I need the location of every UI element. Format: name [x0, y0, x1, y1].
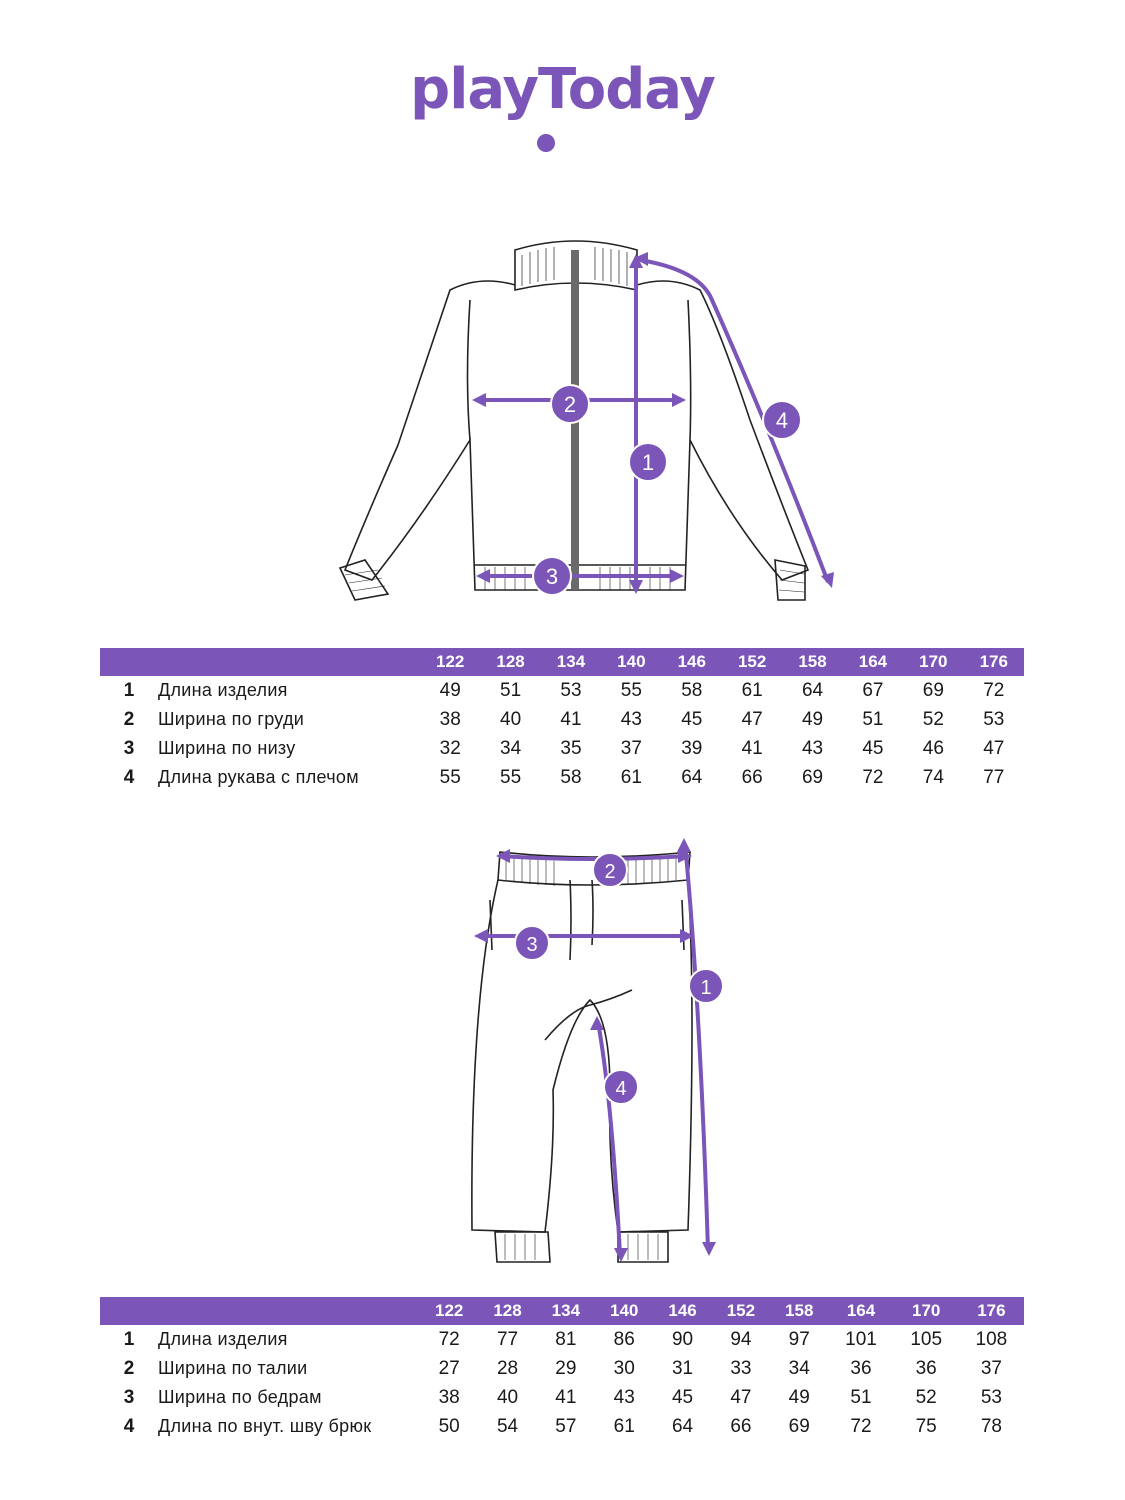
row-number: 4 — [123, 1415, 135, 1437]
row-label: Длина изделия — [158, 1329, 288, 1349]
table-cell: 61 — [741, 679, 763, 701]
table-cell: 55 — [620, 679, 642, 701]
table-cell: 52 — [915, 1386, 937, 1408]
table-cell: 40 — [496, 1386, 519, 1408]
table-cell: 94 — [730, 1328, 752, 1350]
table-cell: 55 — [439, 766, 461, 788]
size-header: 134 — [556, 652, 586, 671]
table-cell: 30 — [613, 1357, 635, 1379]
size-header: 176 — [979, 652, 1008, 671]
table-cell: 81 — [555, 1328, 577, 1350]
svg-text:1: 1 — [641, 450, 655, 475]
row-number: 3 — [123, 737, 135, 759]
table-cell: 53 — [983, 708, 1005, 730]
pants-marker-hips — [515, 926, 549, 960]
table-cell: 54 — [496, 1415, 519, 1437]
table-cell: 41 — [555, 1386, 577, 1408]
size-header: 122 — [436, 652, 465, 671]
table-cell: 97 — [788, 1328, 810, 1350]
size-header: 170 — [912, 1301, 941, 1320]
table-cell: 32 — [439, 737, 461, 759]
pants-marker-inseam — [604, 1070, 638, 1104]
table-cell: 29 — [555, 1357, 577, 1379]
table-cell: 28 — [496, 1357, 519, 1379]
table-cell: 38 — [439, 708, 461, 730]
svg-text:4: 4 — [775, 408, 789, 433]
table-cell: 75 — [915, 1415, 937, 1437]
size-header: 152 — [737, 652, 767, 671]
size-header: 128 — [493, 1301, 522, 1320]
table-cell: 47 — [741, 708, 763, 730]
size-header: 152 — [726, 1301, 756, 1320]
table-cell: 51 — [862, 708, 884, 730]
table-cell: 64 — [801, 679, 824, 701]
table-row — [100, 1325, 1024, 1354]
svg-text:1: 1 — [700, 977, 712, 999]
table-cell: 72 — [862, 766, 884, 788]
table-cell: 64 — [681, 766, 703, 788]
table-cell: 55 — [500, 766, 522, 788]
row-label: Длина по внут. шву брюк — [158, 1416, 372, 1436]
table-cell: 101 — [845, 1328, 877, 1350]
row-number: 2 — [123, 1357, 135, 1379]
row-number: 1 — [123, 679, 135, 701]
table-cell: 49 — [439, 679, 461, 701]
row-label: Ширина по груди — [158, 709, 305, 729]
size-header: 128 — [496, 652, 525, 671]
size-header: 146 — [677, 652, 706, 671]
table-cell: 74 — [922, 766, 944, 788]
row-label: Длина изделия — [158, 680, 288, 700]
table-cell: 64 — [671, 1415, 694, 1437]
table-cell: 40 — [500, 708, 522, 730]
pants-outline — [472, 852, 692, 1262]
table-cell: 45 — [862, 737, 884, 759]
table-cell: 72 — [850, 1415, 872, 1437]
table-cell: 69 — [788, 1415, 810, 1437]
size-header: 170 — [919, 652, 948, 671]
table-cell: 77 — [496, 1328, 519, 1350]
table-cell: 43 — [620, 708, 642, 730]
size-header: 140 — [610, 1301, 639, 1320]
table-cell: 49 — [788, 1386, 810, 1408]
size-header: 158 — [785, 1301, 814, 1320]
table-cell: 27 — [438, 1357, 460, 1379]
row-number: 3 — [123, 1386, 135, 1408]
pants-table-header — [100, 1297, 1024, 1325]
size-header: 158 — [798, 652, 827, 671]
row-label: Ширина по талии — [158, 1358, 308, 1378]
table-cell: 57 — [555, 1415, 577, 1437]
size-header: 122 — [434, 1301, 464, 1320]
size-header: 140 — [617, 652, 646, 671]
table-cell: 67 — [862, 679, 884, 701]
pants-size-table — [100, 1297, 1024, 1441]
table-cell: 69 — [801, 766, 824, 788]
table-cell: 33 — [730, 1357, 752, 1379]
table-cell: 58 — [681, 679, 703, 701]
pants-marker-waist — [593, 853, 627, 887]
table-row — [100, 1383, 1024, 1412]
size-header: 146 — [668, 1301, 697, 1320]
table-cell: 36 — [850, 1357, 872, 1379]
table-cell: 90 — [671, 1328, 694, 1350]
table-cell: 66 — [741, 766, 763, 788]
table-cell: 37 — [980, 1357, 1002, 1379]
pants-marker-length — [689, 969, 723, 1003]
table-cell: 78 — [980, 1415, 1002, 1437]
row-number: 2 — [123, 708, 135, 730]
table-row — [100, 1354, 1024, 1383]
table-cell: 45 — [681, 708, 703, 730]
table-cell: 47 — [730, 1386, 752, 1408]
row-label: Длина рукава с плечом — [158, 767, 359, 787]
table-cell: 45 — [671, 1386, 694, 1408]
size-header: 164 — [858, 652, 888, 671]
row-label: Ширина по низу — [158, 738, 296, 758]
brand-logo-text: playToday — [410, 57, 715, 122]
table-cell: 69 — [922, 679, 944, 701]
table-cell: 46 — [922, 737, 944, 759]
table-cell: 58 — [560, 766, 582, 788]
table-cell: 35 — [560, 737, 582, 759]
table-cell: 53 — [980, 1386, 1002, 1408]
table-cell: 61 — [613, 1415, 635, 1437]
table-cell: 37 — [620, 737, 642, 759]
svg-text:2: 2 — [604, 861, 616, 883]
table-cell: 43 — [613, 1386, 635, 1408]
table-cell: 34 — [500, 737, 522, 759]
table-cell: 53 — [560, 679, 582, 701]
size-header: 134 — [551, 1301, 581, 1320]
table-cell: 41 — [741, 737, 763, 759]
table-cell: 66 — [730, 1415, 752, 1437]
svg-text:4: 4 — [615, 1078, 627, 1100]
table-row — [100, 1412, 1024, 1441]
table-cell: 43 — [801, 737, 824, 759]
row-number: 1 — [123, 1328, 135, 1350]
table-cell: 72 — [438, 1328, 460, 1350]
table-cell: 105 — [910, 1328, 943, 1350]
table-cell: 51 — [850, 1386, 872, 1408]
row-label: Ширина по бедрам — [158, 1387, 322, 1407]
row-number: 4 — [123, 766, 135, 788]
table-cell: 77 — [983, 766, 1005, 788]
pants-arrowheads — [474, 838, 716, 1262]
table-cell: 36 — [915, 1357, 937, 1379]
table-cell: 51 — [500, 679, 522, 701]
size-header: 164 — [846, 1301, 876, 1320]
table-cell: 61 — [620, 766, 642, 788]
table-cell: 38 — [438, 1386, 460, 1408]
table-cell: 41 — [560, 708, 582, 730]
svg-text:2: 2 — [563, 392, 577, 417]
svg-text:3: 3 — [545, 564, 559, 589]
table-cell: 31 — [671, 1357, 694, 1379]
table-cell: 86 — [613, 1328, 635, 1350]
table-cell: 49 — [801, 708, 824, 730]
svg-text:3: 3 — [526, 934, 538, 956]
size-header: 176 — [977, 1301, 1006, 1320]
table-cell: 108 — [975, 1328, 1008, 1350]
table-cell: 72 — [983, 679, 1005, 701]
table-cell: 52 — [922, 708, 944, 730]
table-cell: 47 — [983, 737, 1005, 759]
table-cell: 50 — [438, 1415, 460, 1437]
table-cell: 39 — [681, 737, 703, 759]
table-cell: 34 — [788, 1357, 810, 1379]
